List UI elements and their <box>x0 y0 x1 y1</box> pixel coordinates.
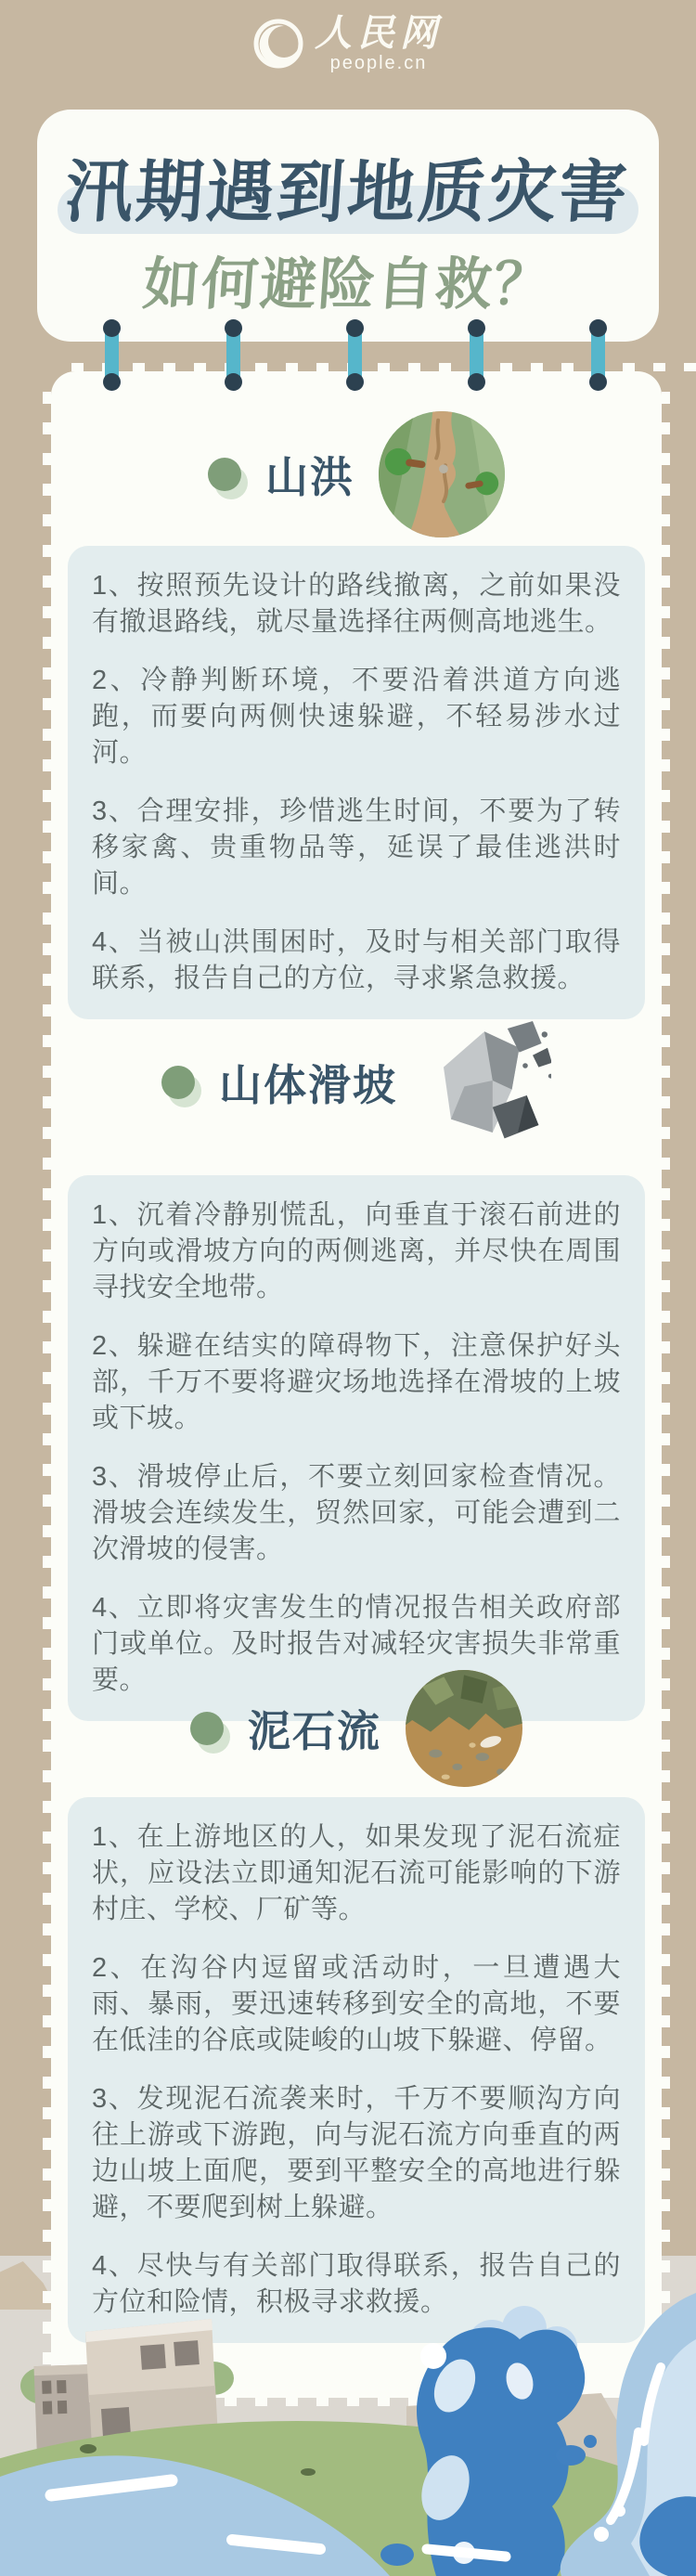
poster-title-line2: 如何避险自救？ <box>140 252 555 316</box>
tip-item: 1、按照预先设计的路线撤离，之前如果没有撤退路线，就尽量选择往两侧高地逃生。 <box>92 571 621 637</box>
section-title: 山洪 <box>265 453 354 501</box>
paper-pin <box>105 322 119 388</box>
paper-pin <box>348 322 362 388</box>
sheet-perforation-right <box>662 392 670 2377</box>
title-banner <box>37 110 659 342</box>
section-title: 泥石流 <box>248 1707 381 1755</box>
logo-en-text: people.cn <box>329 53 428 73</box>
paper-pin <box>226 322 240 388</box>
tip-item: 1、在上游地区的人，如果发现了泥石流症状，应设法立即通知泥石流可能影响的下游村庄、学校、厂矿等。 <box>92 1822 621 1924</box>
tip-item: 4、尽快与有关部门取得联系，报告自己的方位和险情，积极寻求救援。 <box>92 2251 621 2317</box>
tip-item: 1、沉着冷静别慌乱，向垂直于滚石前进的方向或滑坡方向的两侧逃离，并尽快在周围寻找安全地带。 <box>92 1200 621 1302</box>
tip-item: 3、合理安排，珍惜逃生时间，不要为了转移家禽、贵重物品等，延误了最佳逃洪时间。 <box>92 796 621 899</box>
landslide-icon <box>421 1007 551 1158</box>
tip-item: 3、发现泥石流袭来时，千万不要顺沟方向往上游或下游跑，向与泥石流方向垂直的两边山坡上面爬，要到平整安全的高地进行躲避，不要爬到树上躲避。 <box>92 2084 621 2222</box>
poster-title-line1: 汛期遇到地质灾害 <box>62 155 633 230</box>
people-daily-moon-icon <box>253 19 303 69</box>
logo-cn-text: 人民网 <box>315 12 443 54</box>
content-sheet <box>51 371 662 2398</box>
site-header <box>0 0 696 110</box>
people-daily-logo <box>253 12 443 73</box>
tips-flash-flood <box>68 546 645 1019</box>
flood-illustration <box>0 2256 696 2576</box>
tip-item: 3、滑坡停止后，不要立刻回家检查情况。滑坡会连续发生，贸然回家，可能会遭到二次滑坡的侵害。 <box>92 1462 621 1564</box>
paper-pin <box>470 322 483 388</box>
sheet-perforation-left <box>43 392 51 2377</box>
tips-landslide <box>68 1175 645 1721</box>
tip-item: 2、在沟谷内逗留或活动时，一旦遭遇大雨、暴雨，要迅速转移到安全的高地，不要在低洼的谷底或陡峻的山坡下躲避、停留。 <box>92 1953 621 2055</box>
tip-item: 2、躲避在结实的障碍物下，注意保护好头部，千万不要将避灾场地选择在滑坡的上坡或下坡。 <box>92 1331 621 1433</box>
section-header-debris-flow <box>51 1667 662 1790</box>
tip-item: 4、当被山洪围困时，及时与相关部门取得联系，报告自己的方位，寻求紧急救援。 <box>92 927 621 993</box>
section-title: 山体滑坡 <box>219 1061 397 1109</box>
section-header-landslide <box>51 1003 662 1162</box>
logo-text <box>315 12 443 73</box>
flash-flood-icon <box>379 411 505 537</box>
paper-pin <box>591 322 605 388</box>
debris-flow-icon <box>406 1670 522 1787</box>
green-bullet-icon <box>161 1066 195 1099</box>
green-bullet-icon <box>208 458 241 491</box>
section-header-flash-flood <box>51 405 662 544</box>
tip-item: 2、冷静判断环境，不要沿着洪道方向逃跑，而要向两侧快速躲避，不轻易涉水过河。 <box>92 666 621 768</box>
tip-item: 4、立即将灾害发生的情况报告相关政府部门或单位。及时报告对减轻灾害损失非常重要。 <box>92 1593 621 1695</box>
green-bullet-icon <box>190 1712 224 1745</box>
